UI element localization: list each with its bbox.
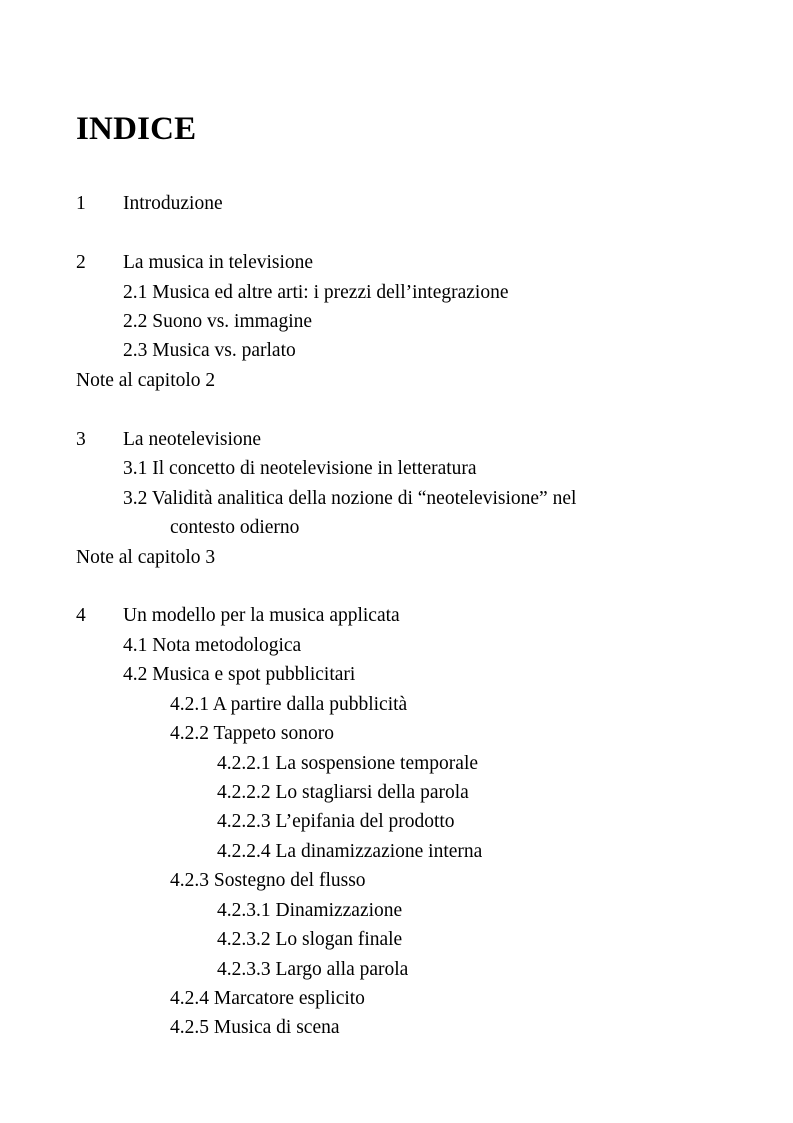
toc-section-4-2-4: 4.2.4 Marcatore esplicito [170,988,365,1009]
chapter-title: La musica in televisione [123,252,314,273]
toc-section-3-2: 3.2 Validità analitica della nozione di “neotelevisione” nel [123,488,577,509]
chapter-number: 1 [76,193,86,214]
chapter-title: Introduzione [123,193,223,214]
toc-section-4-2: 4.2 Musica e spot pubblicitari [123,664,356,685]
toc-section-4-2-5: 4.2.5 Musica di scena [170,1017,340,1038]
chapter-number: 4 [76,605,86,626]
toc-section-4-2-2-2: 4.2.2.2 Lo stagliarsi della parola [217,782,469,803]
chapter-title: Un modello per la musica applicata [123,605,400,626]
toc-section-2-1: 2.1 Musica ed altre arti: i prezzi dell’integrazione [123,282,509,303]
toc-section-4-2-2: 4.2.2 Tappeto sonoro [170,723,335,744]
toc-section-2-3: 2.3 Musica vs. parlato [123,340,296,361]
toc-section-4-2-3-1: 4.2.3.1 Dinamizzazione [217,900,403,921]
toc-notes-chapter-3: Note al capitolo 3 [76,547,216,568]
toc-section-4-2-2-3: 4.2.2.3 L’epifania del prodotto [217,811,455,832]
page-title: INDICE [76,111,197,147]
chapter-number: 2 [76,252,86,273]
toc-section-4-2-3: 4.2.3 Sostegno del flusso [170,870,366,891]
toc-section-3-1: 3.1 Il concetto di neotelevisione in letteratura [123,458,477,479]
toc-section-4-2-1: 4.2.1 A partire dalla pubblicità [170,694,408,715]
chapter-number: 3 [76,429,86,450]
chapter-title: La neotelevisione [123,429,262,450]
toc-section-4-2-2-4: 4.2.2.4 La dinamizzazione interna [217,841,483,862]
toc-section-4-2-2-1: 4.2.2.1 La sospensione temporale [217,753,479,774]
toc-section-4-2-3-2: 4.2.3.2 Lo slogan finale [217,929,403,950]
toc-notes-chapter-2: Note al capitolo 2 [76,370,216,391]
toc-section-2-2: 2.2 Suono vs. immagine [123,311,313,332]
toc-section-3-2-continuation: contesto odierno [170,517,300,538]
toc-section-4-1: 4.1 Nota metodologica [123,635,302,656]
toc-section-4-2-3-3: 4.2.3.3 Largo alla parola [217,959,409,980]
